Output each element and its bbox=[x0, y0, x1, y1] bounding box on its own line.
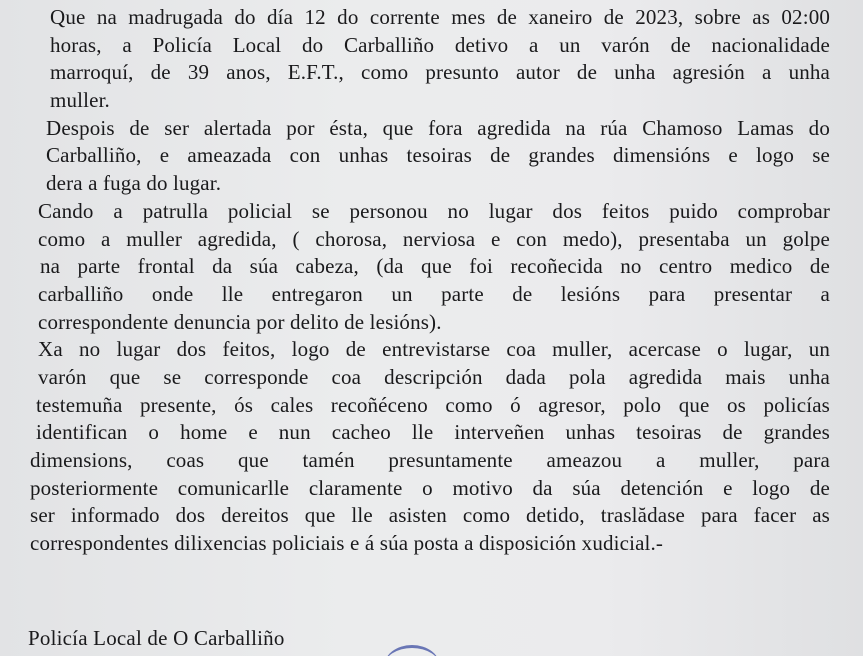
text-line: Carballiño, e ameazada con unhas tesoiras de grandes dimensións e logo se bbox=[46, 143, 830, 168]
text-line: horas, a Policía Local do Carballiño detivo a un varón de nacionalidade bbox=[50, 32, 830, 57]
text-line: Cando a patrulla policial se personou no lugar dos feitos puido comprobar bbox=[38, 198, 830, 223]
text-line: dimensions, coas que tamén presuntamente ameazou a muller, para bbox=[30, 448, 830, 472]
signature-line: Policía Local de O Carballiño bbox=[28, 626, 285, 650]
text-line: correspondentes dilixencias policiais e á súa posta a disposición xudicial.- bbox=[30, 531, 664, 556]
text-line: marroquí, de 39 anos, E.F.T., como presunto autor de unha agresión a unha bbox=[50, 60, 830, 85]
text-line: Despois de ser alertada por ésta, que fora agredida na rúa Chamoso Lamas do bbox=[46, 115, 830, 140]
text-line: ser informado dos dereitos que lle asisten como detido, traslădase para facer as bbox=[30, 503, 830, 528]
text-line: carballiño onde lle entregaron un parte de lesións para presentar a bbox=[38, 281, 830, 306]
text-line: muller. bbox=[50, 88, 110, 113]
text-line: varón que se corresponde coa descripción dada pola agredida mais unha bbox=[38, 364, 830, 389]
text-line: Xa no lugar dos feitos, logo de entrevistarse coa muller, acercase o lugar, un bbox=[38, 337, 830, 362]
text-line: Que na madrugada do día 12 do corrente mes de xaneiro de 2023, sobre as 02:00 bbox=[50, 5, 830, 29]
text-line: na parte frontal da súa cabeza, (da que foi recoñecida no centro medico de bbox=[40, 254, 830, 279]
stamp-seal-edge bbox=[384, 645, 440, 656]
text-line: dera a fuga do lugar. bbox=[46, 171, 222, 196]
text-line: posteriormente comunicarlle claramente o motivo da súa detención e logo de bbox=[30, 475, 830, 500]
text-line: identifican o home e nun cacheo lle interveñen unhas tesoiras de grandes bbox=[36, 420, 830, 445]
text-line: correspondente denuncia por delito de lesións). bbox=[38, 309, 442, 334]
text-line: como a muller agredida, ( chorosa, nerviosa e con medo), presentaba un golpe bbox=[38, 226, 830, 251]
text-line: testemuña presente, ós cales recoñéceno como ó agresor, polo que os policías bbox=[36, 392, 830, 417]
press-release-body bbox=[30, 4, 830, 558]
